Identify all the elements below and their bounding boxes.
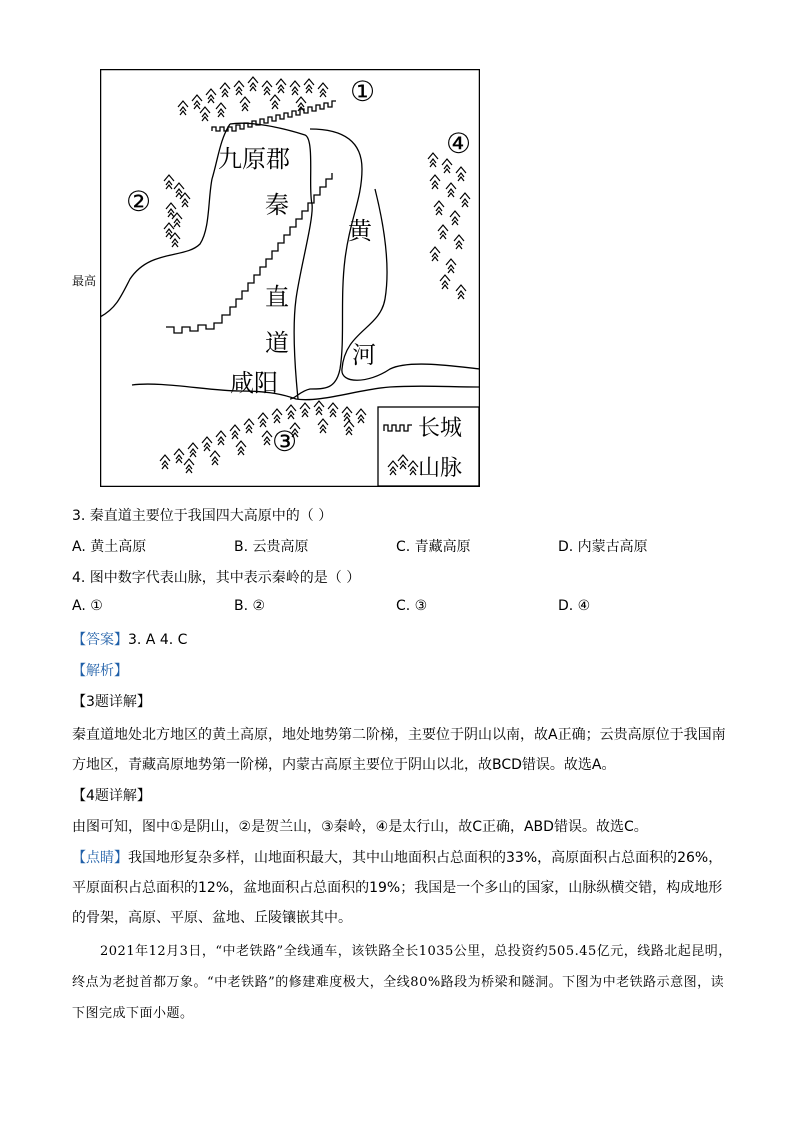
- analysis-tag: 【解析】: [72, 663, 128, 679]
- legend-mountains: 山脉: [418, 456, 463, 481]
- q3-option-b: B. 云贵高原: [234, 539, 309, 555]
- tip-block: [72, 843, 732, 933]
- label-dao: 道: [265, 329, 289, 357]
- label-zhi: 直: [265, 283, 289, 311]
- label-xianyang: 咸阳: [230, 369, 278, 397]
- label-qin: 秦: [265, 191, 289, 219]
- circle-label-3: ③: [272, 425, 298, 458]
- q4-option-a: A. ①: [72, 598, 103, 614]
- q3-option-d: D. 内蒙古高原: [558, 539, 648, 555]
- answer-tag: 【答案】: [72, 632, 128, 648]
- circle-label-1: ①: [350, 75, 376, 108]
- q4-detail-text: 由图可知，图中①是阴山，②是贺兰山，③秦岭，④是太行山，故C正确，ABD错误。故选C。: [72, 819, 648, 835]
- great-wall-qin: [166, 173, 332, 333]
- q3-option-c: C. 青藏高原: [396, 539, 471, 555]
- legend-great-wall: 长城: [418, 416, 463, 441]
- q4-option-b: B. ②: [234, 598, 266, 614]
- question-4-stem: 4. 图中数字代表山脉，其中表示秦岭的是（ ）: [72, 570, 361, 586]
- west-boundary: [100, 124, 230, 317]
- q3-detail-tag: 【3题详解】: [72, 694, 151, 710]
- q3-option-a: A. 黄土高原: [72, 539, 147, 555]
- label-he: 河: [352, 341, 376, 369]
- intro-paragraph: 2021年12月3日，“中老铁路”全线通车，该铁路全长1035公里，总投资约505.45亿元，线路北起昆明，终点为老挝首都万象。“中老铁路”的修建难度极大，全线80%路段为桥梁和隧洞。下图为中老铁路示意图，读下图完成下面小题。: [72, 944, 732, 1021]
- question-3-stem: 3. 秦直道主要位于我国四大高原中的（ ）: [72, 508, 333, 524]
- margin-note: 最高: [72, 274, 97, 288]
- q4-option-c: C. ③: [396, 598, 428, 614]
- mountain-range-4: [428, 153, 470, 299]
- answer-text: 3. A 4. C: [128, 632, 188, 648]
- label-huang: 黄: [348, 217, 372, 245]
- circle-label-2: ②: [126, 185, 152, 218]
- answer-line: [72, 627, 732, 653]
- map-figure: [100, 69, 480, 487]
- q3-detail-text: 秦直道地处北方地区的黄土高原，地处地势第二阶梯，主要位于阴山以南，故A正确；云贵高原位于我国南方地区，青藏高原地势第一阶梯，内蒙古高原主要位于阴山以北，故BCD错误。故选A。: [72, 727, 726, 773]
- circle-label-4: ④: [446, 127, 472, 160]
- label-jiuyuan: 九原郡: [218, 145, 290, 173]
- q4-option-d: D. ④: [558, 598, 591, 614]
- mountain-range-3: [160, 401, 366, 473]
- mountain-range-2: [164, 175, 190, 247]
- tip-text: 我国地形复杂多样，山地面积最大，其中山地面积占总面积的33%，高原面积占总面积的26%，平原面积占总面积的12%，盆地面积占总面积的19%；我国是一个多山的国家，山脉纵横交错，构成地形的骨架，高原、平原、盆地、丘陵镶嵌其中。: [72, 850, 723, 926]
- wei-river: [132, 384, 480, 400]
- q4-detail-tag: 【4题详解】: [72, 788, 151, 804]
- tip-tag: 【点睛】: [72, 850, 128, 866]
- mountain-range-1: [178, 77, 328, 121]
- map-legend: [378, 407, 479, 486]
